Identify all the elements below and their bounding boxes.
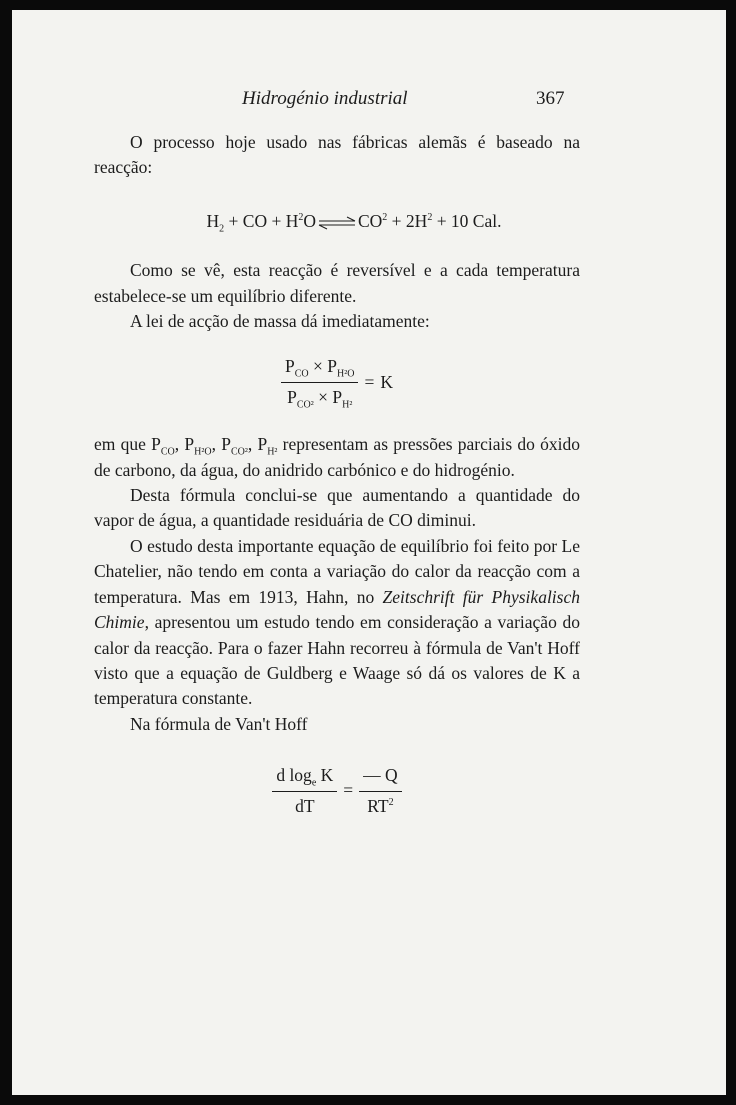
- p-symbol: P: [184, 434, 195, 455]
- running-title: Hidrogénio industrial: [242, 88, 408, 109]
- p6-part2: , apresentou um estudo tendo em consideração a variação do calor da reacção. Para o fazer Hahn recorreu à fórmula de Van't Hoff visto que a equação de Guldberg e Waage só dá os valores de K a temperatura constante.: [94, 612, 580, 709]
- eq-tail: + 10 Cal.: [432, 210, 502, 231]
- paragraph-5: Desta fórmula conclui-se que aumentando a quantidade do vapor de água, a quantidade residuária de CO diminui.: [94, 485, 580, 531]
- fraction-bar: [272, 791, 337, 792]
- p-symbol: P: [257, 434, 268, 455]
- p-symbol: P: [332, 386, 343, 407]
- sub-h2: H²: [342, 399, 353, 411]
- eq-h-sub: 2: [219, 223, 225, 235]
- rt: RT: [367, 795, 389, 816]
- dlog: d log: [276, 765, 312, 786]
- equilibrium-arrow-icon: [317, 216, 357, 230]
- p4-sub-h2o: H²O: [194, 446, 212, 458]
- sub-co: CO: [294, 368, 309, 380]
- paragraph-7: Na fórmula de Van't Hoff: [130, 713, 308, 734]
- paragraph-6: [94, 534, 580, 712]
- equation-reaction: [94, 209, 580, 234]
- equals-sign: =: [343, 780, 354, 801]
- page: [12, 10, 726, 1095]
- eq-plus-co: + CO + H: [224, 210, 299, 231]
- p-symbol: P: [287, 386, 297, 407]
- paragraph-4: em que $P_{CO}$, $P_{H^2O}$, $P_{CO^2}$, $P_{H^2}$ representam as pressões parciais do óxido de carbono, da água, do anidrido carbónico e do hidrogénio.: [94, 434, 581, 480]
- p-symbol: P: [327, 356, 338, 377]
- sub-co2: CO²: [296, 399, 314, 411]
- vant-hoff-right-denominator: [363, 794, 397, 819]
- eq-plus-2h: + 2H: [387, 210, 428, 231]
- equals-sign: =: [364, 371, 375, 392]
- p4-start: em que: [94, 434, 152, 455]
- vant-hoff-right-fraction: [359, 763, 402, 819]
- p4-sub-co: CO: [160, 446, 175, 458]
- times-symbol: ×: [308, 356, 328, 377]
- p4-sub-h2: H²: [267, 446, 278, 458]
- mass-action-fraction: [281, 354, 358, 410]
- eq-h: H: [206, 210, 220, 231]
- p-symbol: P: [151, 434, 161, 455]
- p-symbol: P: [221, 434, 231, 455]
- eq-co2: CO: [357, 210, 383, 231]
- vh-k: K: [316, 765, 334, 786]
- paragraph-1: O processo hoje usado nas fábricas alemãs é baseado na reacção:: [94, 132, 580, 178]
- p4-rest: representam as pressões parciais do óxido de carbono, da água, do anidrido carbónico e do hidrogénio.: [94, 434, 581, 480]
- paragraph-3: A lei de acção de massa dá imediatamente:: [130, 311, 430, 332]
- k-symbol: K: [380, 371, 393, 392]
- mass-action-denominator: [283, 385, 356, 410]
- eq-co2-sup: 2: [382, 211, 388, 223]
- vant-hoff-right-numerator: — Q: [363, 765, 398, 786]
- eq-o: O: [303, 210, 316, 231]
- times-symbol: ×: [313, 386, 333, 407]
- sub-h2o: H²O: [337, 368, 355, 380]
- vant-hoff-left-denominator: dT: [295, 795, 315, 816]
- equation-vant-hoff: [94, 763, 580, 819]
- rt-sup: 2: [388, 796, 394, 808]
- equation-mass-action: [94, 354, 580, 410]
- eq-h2-sup: 2: [427, 211, 433, 223]
- log-base: e: [311, 777, 317, 789]
- fraction-bar: [359, 791, 402, 792]
- journal-title: Zeitschrift für Physikalisch Chimie: [94, 586, 580, 633]
- vant-hoff-left-numerator: [272, 763, 337, 788]
- p4-sub-co2: CO²: [230, 446, 248, 458]
- p-symbol: P: [285, 356, 295, 377]
- body-text: [94, 130, 580, 819]
- eq-h2o-sup: 2: [298, 211, 304, 223]
- paragraph-2: Como se vê, esta reacção é reversível e a cada temperatura estabelece-se um equilíbrio diferente.: [94, 260, 580, 306]
- mass-action-numerator: [281, 354, 358, 379]
- p6-part1: O estudo desta importante equação de equilíbrio foi feito por Le Chatelier, não tendo em conta a variação do calor da reacção com a temperatura. Mas em 1913, Hahn, no: [94, 535, 580, 607]
- vant-hoff-left-fraction: [272, 763, 337, 819]
- fraction-bar: [281, 382, 358, 383]
- page-header: [12, 88, 726, 112]
- page-number: 367: [536, 88, 565, 109]
